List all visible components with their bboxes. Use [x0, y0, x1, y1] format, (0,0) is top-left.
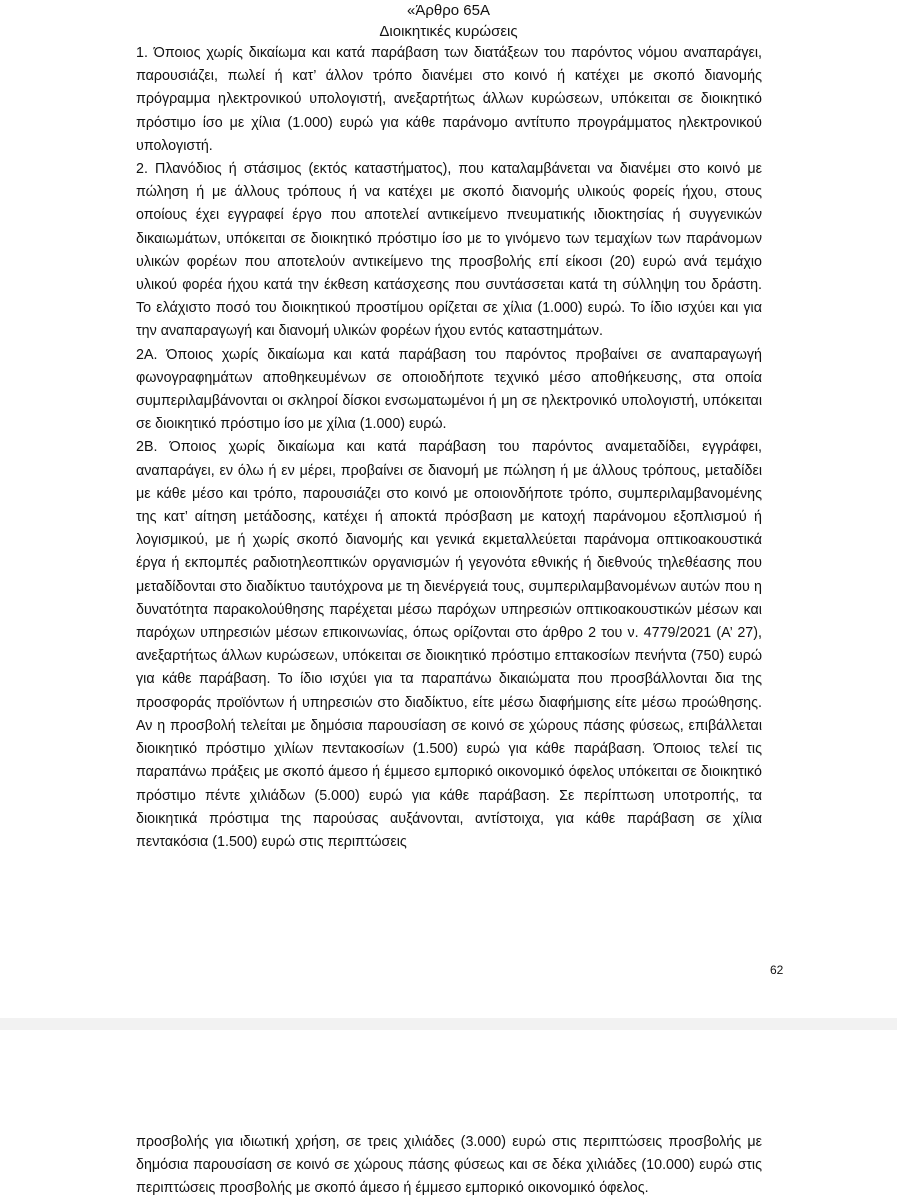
paragraph-1: 1. Όποιος χωρίς δικαίωμα και κατά παράβαση των διατάξεων του παρόντος νόμου αναπαράγει, παρουσιάζει, πωλεί ή κατ’ άλλον τρόπο διανέμει στο κοινό ή κατέχει με σκοπό διανομής πρόγραμμα ηλεκτρονικού υπολογιστή, ανεξαρτήτως άλλων κυρώσεων, υπόκειται σε διοικητικό πρόστιμο ίσο με χίλια (1.000) ευρώ για κάθε παράνομο αντίτυπο προγράμματος ηλεκτρονικού υπολογιστή.	[136, 45, 762, 154]
article-body	[136, 42, 762, 854]
paragraph-2a: 2Α. Όποιος χωρίς δικαίωμα και κατά παράβαση του παρόντος προβαίνει σε αναπαραγωγή φωνογραφημάτων αποθηκευμένων σε οποιοδήποτε τεχνικό μέσο αποθήκευσης, στα οποία συμπεριλαμβάνονται οι σκληροί δίσκοι ενσωματωμένοι ή μη σε ηλεκτρονικό υπολογιστή, υπόκειται σε διοικητικό πρόστιμο ίσο με χίλια (1.000) ευρώ.	[136, 346, 762, 433]
article-title: Διοικητικές κυρώσεις	[379, 23, 518, 40]
paragraph-2: 2. Πλανόδιος ή στάσιμος (εκτός καταστήματος), που καταλαμβάνεται να διανέμει στο κοινό με πώληση ή με άλλους τρόπους ή να κατέχει με σκοπό διανομής υλικούς φορείς ήχου, στους οποίους έχει εγγραφεί έργο που αποτελεί αντικείμενο πνευματικής ιδιοκτησίας ή συγγενικών δικαιωμάτων, υπόκειται σε διοικητικό πρόστιμο ίσο με το γινόμενο των τεμαχίων των παράνομων υλικών φορέων που αποτελούν αντικείμενο της προσβολής επί είκοσι (20) ευρώ ανά τεμάχιο υλικού φορέα ήχου κατά την έκθεση κατάσχεσης που συντάσσεται κατά τη σύλληψη του δράστη. Το ελάχιστο ποσό του διοικητικού προστίμου ορίζεται σε χίλια (1.000) ευρώ. Το ίδιο ισχύει και για την αναπαραγωγή και διανομή υλικών φορέων ήχου εντός καταστημάτων.	[136, 161, 762, 340]
page-separator	[0, 1018, 897, 1030]
article-heading: «Άρθρο 65Α	[407, 2, 490, 19]
paragraph-2b: 2Β. Όποιος χωρίς δικαίωμα και κατά παράβαση του παρόντος αναμεταδίδει, εγγράφει, αναπαράγει, εν όλω ή εν μέρει, προβαίνει σε διανομή με πώληση ή με άλλους τρόπους, μεταδίδει με κάθε μέσο και τρόπο, παρουσιάζει στο κοινό με οποιονδήποτε τρόπο, συμπεριλαμβανομένης της κατ’ αίτηση μετάδοσης, κατέχει ή αποκτά πρόσβαση με κατοχή παράνομου εξοπλισμού ή λογισμικού, με ή χωρίς σκοπό διανομής και γενικά εκμεταλλεύεται παράνομα οπτικοακουστικά έργα ή εκπομπές ραδιοτηλεοπτικών οργανισμών ή γεγονότα εθνικής ή διεθνούς τηλεθέασης που μεταδίδονται στο διαδίκτυο ταυτόχρονα με τη διενέργειά τους, συμπεριλαμβανομένων αυτών που η δυνατότητα παρακολούθησης παρέχεται μέσω παρόχων υπηρεσιών οπτικοακουστικών μέσων και παρόχων υπηρεσιών μέσων επικοινωνίας, όπως ορίζονται στο άρθρο 2 του ν. 4779/2021 (Α’ 27), ανεξαρτήτως άλλων κυρώσεων, υπόκειται σε διοικητικό πρόστιμο επτακοσίων πενήντα (750) ευρώ για κάθε παράβαση. Το ίδιο ισχύει για τα παραπάνω δικαιώματα που προσβάλλονται δια της προσφοράς προϊόντων ή υπηρεσιών στο διαδίκτυο, είτε μέσω διαφήμισης είτε μέσω προώθησης. Αν η προσβολή τελείται με δημόσια παρουσίαση σε κοινό σε χώρους πάσης φύσεως, επιβάλλεται διοικητικό πρόστιμο χιλίων πεντακοσίων (1.500) ευρώ για κάθε παράβαση. Όποιος τελεί τις παραπάνω πράξεις με σκοπό άμεσο ή έμμεσο εμπορικό οικονομικό όφελος υπόκειται σε διοικητικό πρόστιμο πέντε χιλιάδων (5.000) ευρώ για κάθε παράβαση. Σε περίπτωση υποτροπής, τα διοικητικά πρόστιμα της παρούσας αυξάνονται, αντίστοιχα, για κάθε παράβαση σε χίλια πεντακόσια (1.500) ευρώ στις περιπτώσεις	[136, 439, 762, 850]
page-number: 62	[770, 963, 784, 977]
continuation-text: προσβολής για ιδιωτική χρήση, σε τρεις χιλιάδες (3.000) ευρώ στις περιπτώσεις προσβολής με δημόσια παρουσίαση σε κοινό σε χώρους πάσης φύσεως και σε δέκα χιλιάδες (10.000) ευρώ στις περιπτώσεις προσβολής με σκοπό άμεσο ή έμμεσο εμπορικό οικονομικό όφελος.	[136, 1134, 762, 1197]
